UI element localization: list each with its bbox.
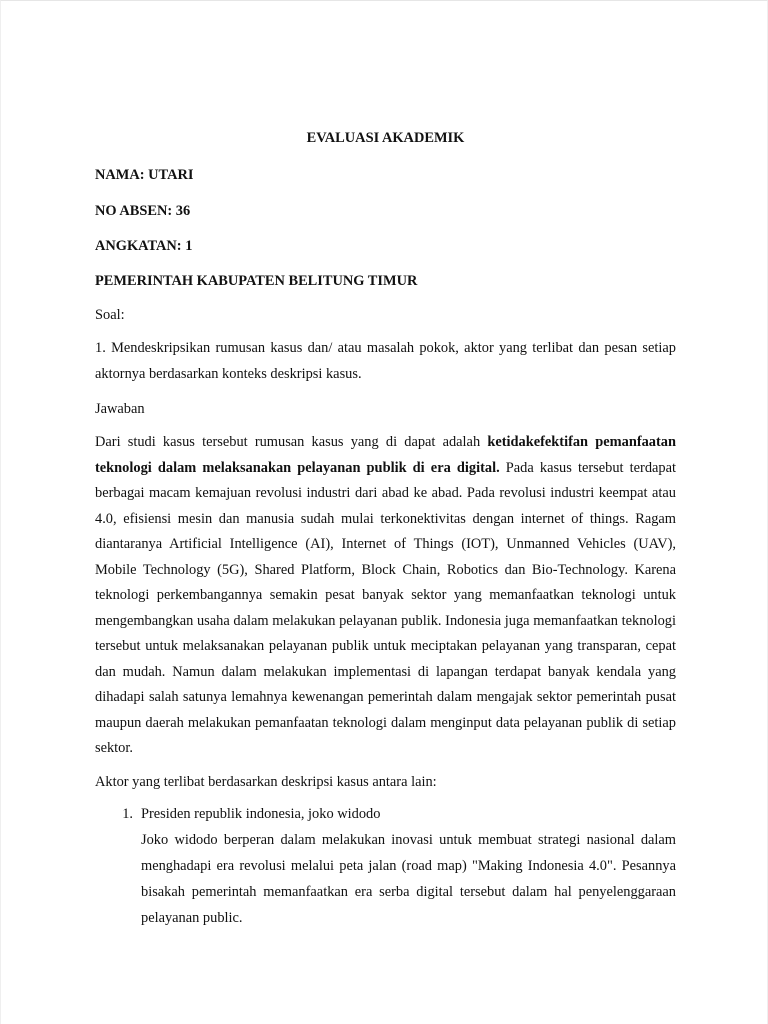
question-label: Soal:	[95, 307, 125, 323]
answer-paragraph-intro: Dari studi kasus tersebut rumusan kasus yang di dapat adalah	[95, 434, 488, 450]
answer-label: Jawaban	[95, 401, 145, 417]
answer-paragraph	[95, 430, 676, 762]
list-item-body	[141, 802, 676, 931]
document-content	[95, 128, 676, 931]
list-item-number: 1.	[122, 805, 133, 822]
actors-list	[95, 802, 676, 931]
actors-intro: Aktor yang terlibat berdasarkan deskripsi kasus antara lain:	[95, 773, 437, 790]
question-text: 1. Mendeskripsikan rumusan kasus dan/ atau masalah pokok, aktor yang terlibat dan pesan setiap aktornya berdasarkan konteks deskripsi kasus.	[95, 340, 676, 382]
absence-number: NO ABSEN: 36	[95, 203, 191, 219]
student-name: NAMA: UTARI	[95, 167, 194, 183]
answer-paragraph-emphasis: ketidakefektifan pemanfaatan teknologi dalam melaksanakan pelayanan publik di era digital.	[95, 434, 676, 476]
list-item-text: Joko widodo berperan dalam melakukan inovasi untuk membuat strategi nasional dalam menghadapi era revolusi melalui peta jalan (road map) "Making Indonesia 4.0". Pesannya bisakah pemerintah memanfaatkan era serba digital tersebut dalam hal penyelenggaraan pelayanan public.	[141, 831, 676, 926]
government-heading: PEMERINTAH KABUPATEN BELITUNG TIMUR	[95, 273, 418, 289]
document-title: EVALUASI AKADEMIK	[306, 130, 465, 146]
answer-paragraph-body: Pada kasus tersebut terdapat berbagai macam kemajuan revolusi industri dari abad ke abad. Pada revolusi industri keempat atau 4.0, efisiensi mesin dan manusia sudah mulai terkonektivitas dengan internet of things. Ragam diantaranya Artificial Intelligence (AI), Internet of Things (IOT), Unmanned Vehicles (UAV), Mobile Technology (5G), Shared Platform, Block Chain, Robotics dan Bio-Technology. Karena teknologi perkembangannya semakin pesat banyak sektor yang memanfaatkan teknologi untuk mengembangkan usaha dalam melakukan pelayanan publik. Indonesia juga memanfaatkan teknologi tersebut untuk melaksanakan pelayanan publik untuk meciptakan pelayanan yang transparan, cepat dan mudah. Namun dalam melakukan implementasi di lapangan terdapat banyak kendala yang dihadapi salah satunya lemahnya kewenangan pemerintah dalam mengajak sektor pemerintah pusat maupun daerah melakukan pemanfaatan teknologi dalam menginput data pelayanan publik di setiap sektor.	[95, 459, 676, 756]
batch-number: ANGKATAN: 1	[95, 238, 193, 254]
list-item	[95, 802, 676, 931]
list-item-heading: Presiden republik indonesia, joko widodo	[141, 805, 381, 822]
